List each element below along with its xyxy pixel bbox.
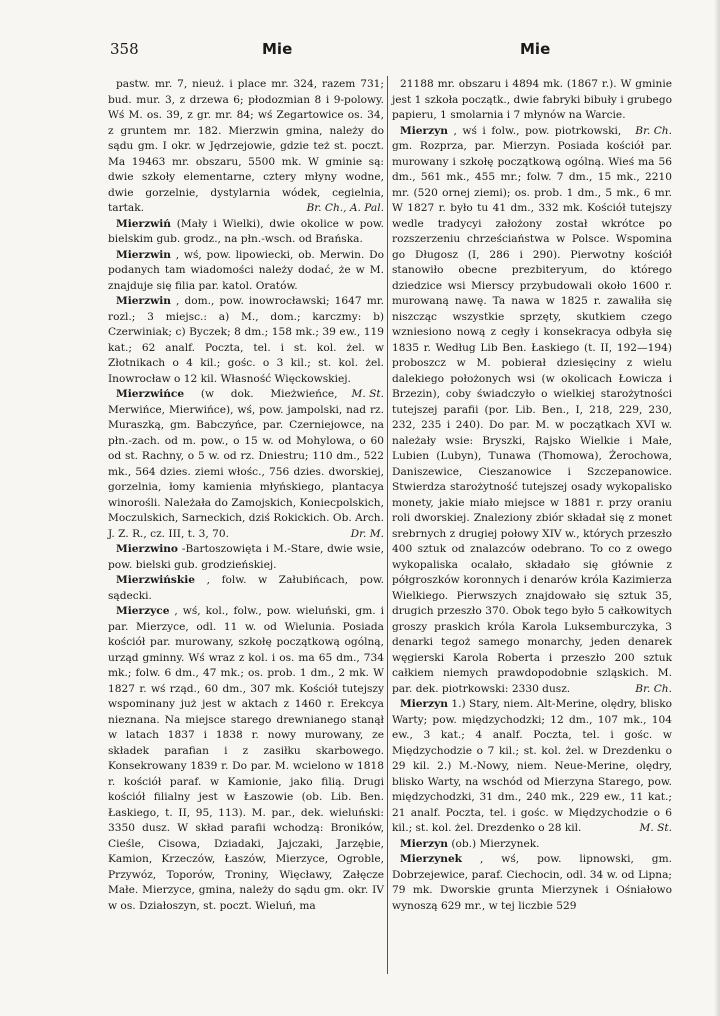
dictionary-entry — [392, 124, 672, 698]
entry-headword: Mierzynek — [400, 853, 463, 865]
entry-author-signature: M. St. — [351, 388, 384, 400]
running-head-left: Mie — [262, 40, 293, 58]
dictionary-entry — [108, 217, 384, 248]
left-column — [108, 77, 384, 914]
entry-author-signature: Br. Ch. — [635, 682, 672, 695]
running-head-right: Mie — [520, 40, 551, 58]
entry-headword: Mierzyn — [400, 124, 448, 137]
entry-author-signature: M. St. — [639, 822, 672, 834]
entry-author-signature: Br. Ch. — [635, 124, 672, 137]
entry-text: pastw. mr. 7, nieuż. i place mr. 324, razem 731; bud. mur. 3, z drzewa 6; płodozmian 8 i 9-polowy. Wś M. os. 39, z gr. mr. 84; wś Zegartowice os. 34, z gruntem mr. 182. Mierzwin gmina, należy do sądu gm. I okr. w Jędrzejowie, gdzie też st. poczt. Ma 19463 mr. obszaru, 5500 mk. W gminie są: dwie szkoły elementarne, cztery młyny wodne, dwie gorzelnie, dystylarnia wódek, cegielnia, tartak. — [108, 78, 384, 214]
dictionary-entry — [108, 387, 384, 542]
entry-author-signature: Dr. M. — [350, 527, 384, 540]
right-column — [392, 77, 672, 914]
dictionary-entry — [108, 604, 384, 914]
dictionary-entry — [392, 697, 672, 837]
entry-headword: Mierzyn — [400, 837, 448, 850]
entry-text: (ob.) Mierzynek. — [451, 837, 540, 850]
entry-text: , wś, kol., folw., pow. wieluński, gm. i par. Mierzyce, odl. 11 w. od Wielunia. Posiada kościół par. murowany, szkołę początkową ogólną, urząd gminny. Wś wraz z kol. i os. ma 65 dm., 734 mk.; folw. 6 dm., 47 mk.; os. prob. 1 dm., 2 mk. W 1827 r. wś rząd., 60 dm., 307 mk. Kościół tutejszy wspominany już jest w aktach z 1460 r. Erekcya nieznana. Na miejsce starego drewnianego stanął w latach 1837 i 1838 r. nowy murowany, ze składek parafian i z zasiłku skarbowego. Konsekrowany 1839 r. Do par. M. wcielono w 1818 r. kościół paraf. w Kamionie, jako filią. Drugi kościół filialny jest w Łaszowie (ob. Lib. Ben. Łaskiego, t. II, 95, 113). M. par., dek. wieluński: 3350 dusz. W skład parafii wchodzą: Broników, Cieśle, Cisowa, Dziadaki, Jajczaki, Jarzębie, Kamion, Krzeczów, Łaszów, Mierzyce, Ogroble, Przywóz, Toporów, Troniny, Więcławy, Załęcze Małe. Mierzyce, gmina, należy do sądu gm. okr. IV w os. Działoszyn, st. poczt. Wieluń, ma — [108, 605, 384, 912]
entry-headword: Mierzwiń — [116, 217, 171, 230]
entry-text: , wś, pow. lipnowski, gm. Dobrzejewice, paraf. Ciechocin, odl. 34 w. od Lipna; 79 mk. Dworskie grunta Mierzynek i Ośniałowo wynoszą 629 mr., w tej liczbie 529 — [392, 853, 672, 912]
dictionary-entry — [108, 573, 384, 604]
entry-headword: Mierzwin — [116, 248, 171, 261]
entry-headword: Mierzyn — [400, 698, 448, 710]
entry-text: (w dok. Mieżwieńce, Merwińce, Mierwińce), wś, pow. jampolski, nad rz. Muraszką, gm. Babczyńce, par. Czerniejowce, na płn.-zach. od m. pow., o 15 w. od Mohylowa, o 60 od st. Rachny, o 5 w. od rz. Dniestru; 110 dm., 522 mk., 564 dzies. ziemi włośc., 756 dzies. dworskiej, gorzelnia, łomy kamienia młyńskiego, plantacya winorośli. Należała do Zamojskich, Koniecpolskich, Moczulskich, Sarneckich, dziś Rokickich. Ob. Arch. J. Z. R., cz. III, t. 3, 70. — [108, 388, 384, 540]
entry-text: , dom., pow. inowrocławski; 1647 mr. rozl.; 3 miejsc.: a) M., dom.; karczmy: b) Czerwiniak; c) Byczek; 8 dm.; 158 mk.; 39 ew., 119 kat.; 62 analf. Poczta, tel. i st. kol. żel. w Złotnikach o 4 kil.; gośc. o 3 kil.; st. kol. żel. Inowrocław o 12 kil. Własność Więckowskiej. — [108, 295, 385, 385]
scan-edge-shadow — [714, 0, 720, 1016]
dictionary-entry — [108, 542, 384, 573]
dictionary-entry — [392, 852, 672, 914]
entry-headword: Mierzyce — [116, 605, 170, 617]
entry-headword: Mierzwińskie — [116, 574, 196, 586]
dictionary-entry — [108, 77, 384, 217]
entry-text: , folw. w Załubińcach, pow. sądecki. — [108, 574, 384, 602]
entry-text: (Mały i Wielki), dwie okolice w pow. bielskim gub. grodz., na płn.-wsch. od Brańska. — [108, 217, 384, 245]
entry-text: -Bartoszowięta i M.-Stare, dwie wsie, pow. bielski gub. grodzieńskiej. — [108, 543, 385, 571]
entry-author-signature: Br. Ch., A. Pal. — [306, 202, 384, 214]
dictionary-entry — [392, 837, 672, 853]
entry-text: 21188 mr. obszaru i 4894 mk. (1867 r.). W gminie jest 1 szkoła początk., dwie fabryki bibuły i grubego papieru, 1 smolarnia i 7 młynów na Warcie. — [392, 78, 672, 121]
entry-text: , wś i folw., pow. piotrkowski, gm. Rozprza, par. Mierzyn. Posiada kościół par. murowany i szkołę początkową ogólną. Wieś ma 56 dm., 561 mk., 455 mr.; folw. 7 dm., 15 mk., 2210 mr. (520 ornej ziemi); os. prob. 1 dm., 5 mk., 6 mr. W 1827 r. było tu 41 dm., 332 mk. Kościół tutejszy wedle tradycyi założony został wkrótce po rozszerzeniu chrześciaństwa w Polsce. Wspomina go Długosz (I, 286 i 290). Pierwotny kościół stanowiło obecne prezbiteryum, do którego dziedzice wsi Mierscy przybudowali około 1600 r. murowaną nawę. Ta nawa w 1825 r. zawaliła się niszcząc wszystkie sprzęty, skutkiem czego wzniesiono nową z cegły i konsekracya odbyła się 1835 r. Według Lib Ben. Łaskiego (t. II, 192—194) proboszcz w M. pobierał dziesięciny z wielu dalekiego położonych wsi (w okolicach Łowicza i Brzezin), coby świadczyło o wielkiej starożytności tutejszej parafii (por. Lib. Ben., I, 218, 229, 230, 232, 235 i 240). Do par. M. w początkach XVI w. należały wsie: Bryszki, Rajsko Wielkie i Małe, Lubien (Lubyn), Tunawa (Thomowa), Żerochowa, Daniszewice, Cieszanowice i Szczepanowice. Stwierdza starożytność tutejszej osady wykopalisko monety, jakie miało miejsce w 1881 r. przy oraniu roli dworskiej. Znaleziony zbiór składał się z monet srebrnych z drugiej połowy XIV w., których przeszło 400 sztuk od znalazców odebrano. To co z owego wykopaliska ocalało, składało się głównie z półgroszków koronnych i denarów króla Kazimierza Wielkiego. Pierwszych znajdowało się sztuk 35, drugich przeszło 370. Obok tego było 5 całkowitych groszy praskich króla Karola Luksemburczyka, 3 denarki tegoż samego monarchy, jeden denarek węgierski Karola Roberta i przeszło 200 sztuk całkiem niemych prawdopodobnie szląskich. M. par. dek. piotrkowski: 2330 dusz. — [392, 124, 672, 695]
entry-text: 1.) Stary, niem. Alt-Merine, olędry, blisko Warty; pow. międzychodzki; 12 dm., 107 mk., 104 ew., 3 kat.; 4 analf. Poczta, tel. i gośc. w Międzychodzie o 7 kil.; st. kol. żel. w Drezdenku o 29 kil. 2.) M.-Nowy, niem. Neue-Merine, olędry, blisko Warty, na wschód od Mierzyna Starego, pow. międzychodzki, 31 dm., 240 mk., 229 ew., 11 kat.; 21 analf. Poczta, tel. i gośc. w Międzychodzie o 6 kil.; st. kol. żel. Drezdenko o 28 kil. — [392, 698, 672, 834]
column-divider — [387, 76, 388, 974]
entry-headword: Mierzwino — [116, 543, 179, 555]
entry-headword: Mierzwińce — [116, 388, 185, 400]
dictionary-entry — [108, 248, 384, 295]
page-number: 358 — [110, 40, 139, 58]
entry-text: , wś, pow. lipowiecki, ob. Merwin. Do podanych tam wiadomości należy dodać, że w M. znajduje się filia par. katol. Oratów. — [108, 248, 385, 292]
entry-headword: Mierzwin — [116, 295, 171, 307]
